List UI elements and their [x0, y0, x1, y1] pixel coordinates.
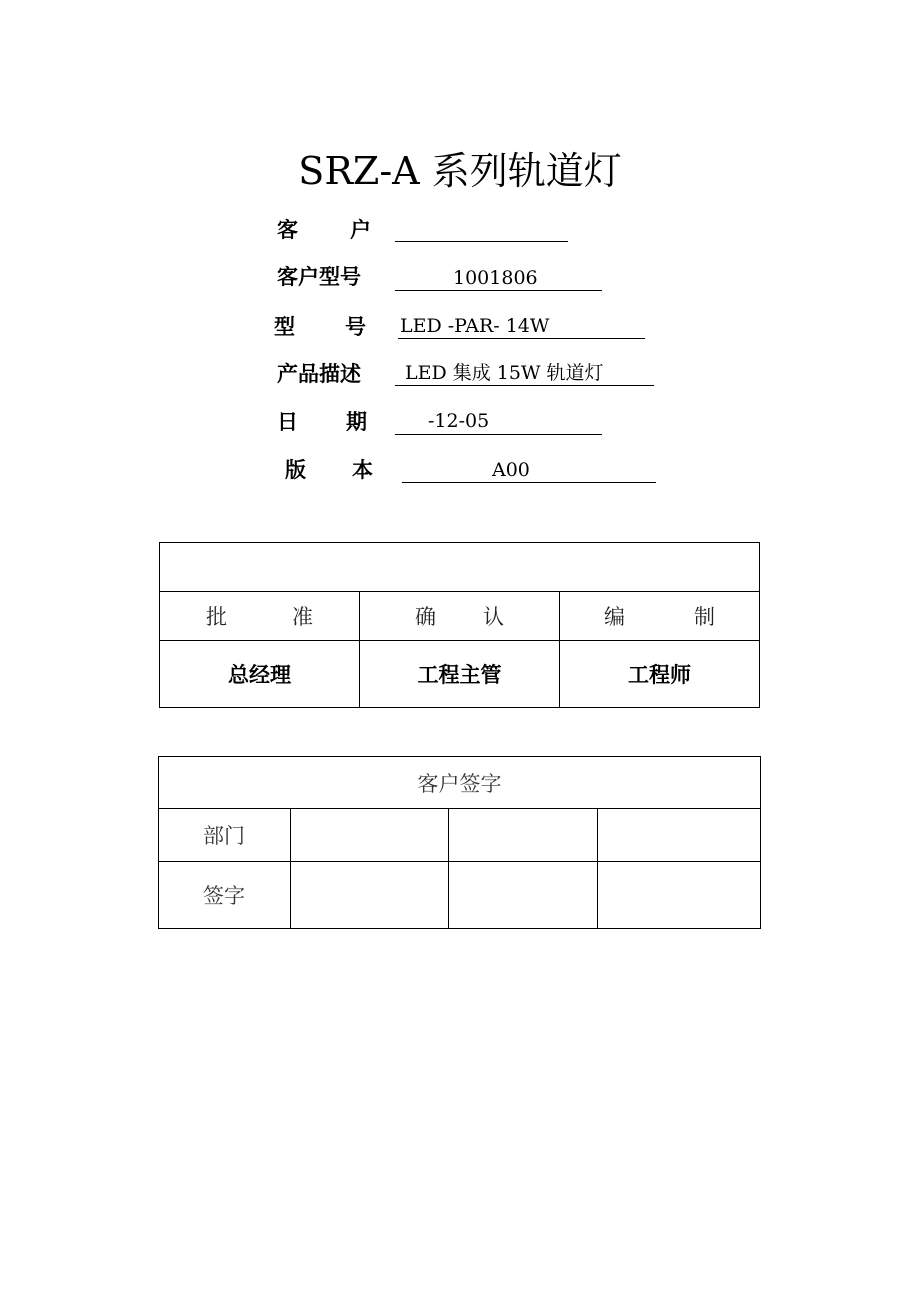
version-value: A00	[492, 459, 530, 481]
description-value: LED 集成 15W 轨道灯	[405, 362, 604, 384]
department-cell-1[interactable]	[291, 809, 449, 862]
approval-blank-header	[160, 543, 760, 592]
signature-cell-3[interactable]	[598, 862, 761, 929]
version-label: 版 本	[285, 458, 373, 482]
date-field[interactable]	[395, 404, 602, 435]
date-label: 日 期	[277, 410, 367, 434]
engineer-cell: 工程师	[560, 641, 760, 708]
customer-sign-table	[158, 756, 761, 929]
signature-label: 签字	[159, 862, 291, 929]
department-cell-2[interactable]	[449, 809, 598, 862]
customer-label: 客 户	[277, 218, 371, 242]
date-value: -12-05	[428, 410, 490, 432]
general-manager-cell: 总经理	[160, 641, 360, 708]
customer-model-value: 1001806	[453, 267, 538, 289]
signature-cell-2[interactable]	[449, 862, 598, 929]
document-title: SRZ-A 系列轨道灯	[298, 149, 622, 193]
customer-model-label: 客户型号	[277, 265, 361, 289]
engineering-supervisor-cell: 工程主管	[360, 641, 560, 708]
signature-cell-1[interactable]	[291, 862, 449, 929]
customer-field[interactable]	[395, 211, 568, 242]
compile-header: 编 制	[560, 592, 760, 641]
department-label: 部门	[159, 809, 291, 862]
department-cell-3[interactable]	[598, 809, 761, 862]
approval-table	[159, 542, 760, 708]
model-value: LED -PAR- 14W	[400, 315, 550, 337]
confirm-header: 确 认	[360, 592, 560, 641]
customer-sign-title: 客户签字	[159, 757, 761, 809]
description-label: 产品描述	[277, 362, 361, 386]
approve-header: 批 准	[160, 592, 360, 641]
model-label: 型 号	[274, 315, 366, 339]
